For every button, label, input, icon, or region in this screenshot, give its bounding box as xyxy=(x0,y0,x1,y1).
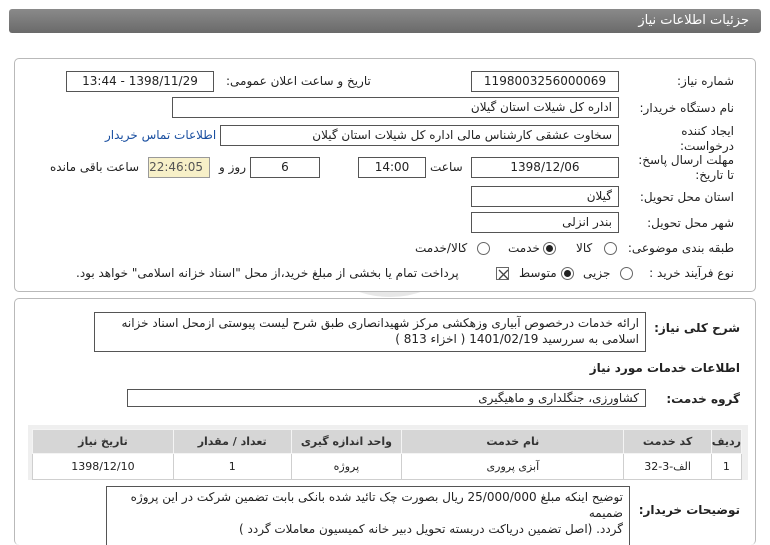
category-label: طبقه بندی موضوعی: xyxy=(627,241,734,255)
summary-label: شرح کلی نیاز: xyxy=(654,321,740,335)
table-header-row xyxy=(33,430,742,454)
cell-service-name: آبزی پروری xyxy=(402,454,624,480)
process-option-medium: متوسط xyxy=(519,266,557,280)
process-label: نوع فرآیند خرید : xyxy=(649,266,734,280)
services-table xyxy=(32,429,742,480)
summary-box xyxy=(94,312,646,352)
city-field[interactable]: بندر انزلی xyxy=(471,212,619,233)
need-number-field[interactable]: 1198003256000069 xyxy=(471,71,619,92)
category-option-goods-service: کالا/خدمت xyxy=(415,241,468,255)
cell-unit: پروژه xyxy=(291,454,402,480)
category-option-goods: کالا xyxy=(576,241,593,255)
services-heading: اطلاعات خدمات مورد نیاز xyxy=(589,361,740,375)
announce-label: تاریخ و ساعت اعلان عمومی: xyxy=(226,74,371,88)
treasury-checkbox[interactable] xyxy=(496,267,509,280)
cell-row-no: 1 xyxy=(711,454,741,480)
province-label: استان محل تحویل: xyxy=(639,190,734,204)
payment-note: پرداخت تمام یا بخشی از مبلغ خرید،از محل "اسناد خزانه اسلامی" خواهد بود. xyxy=(76,266,459,280)
col-header-service-code: کد خدمت xyxy=(624,430,711,454)
col-header-quantity: تعداد / مقدار xyxy=(173,430,291,454)
cell-quantity: 1 xyxy=(173,454,291,480)
creator-label: ایجاد کننده درخواست: xyxy=(680,124,734,153)
cell-need-date: 1398/12/10 xyxy=(33,454,174,480)
province-field[interactable]: گیلان xyxy=(471,186,619,207)
announce-datetime-field[interactable]: 1398/11/29 - 13:44 xyxy=(66,71,214,92)
buyer-label: نام دستگاه خریدار: xyxy=(639,101,734,115)
header-bar xyxy=(0,0,770,40)
days-remaining-field[interactable]: 6 xyxy=(250,157,320,178)
page-title: جزئیات اطلاعات نیاز xyxy=(9,9,761,33)
buyer-contact-link[interactable]: اطلاعات تماس خریدار xyxy=(105,128,217,142)
deadline-time-field[interactable]: 14:00 xyxy=(358,157,426,178)
service-group-label: گروه خدمت: xyxy=(666,392,740,406)
summary-line-1: ارائه خدمات درخصوص آبیاری وزهکشی مرکز شهیدانصاری طبق شرح لیست پیوستی ازمحل اسناد خزانه xyxy=(121,316,639,330)
buyer-field[interactable]: اداره کل شیلات استان گیلان xyxy=(172,97,619,118)
deadline-time-label: ساعت xyxy=(430,160,463,174)
need-number-label: شماره نیاز: xyxy=(677,74,734,88)
col-header-need-date: تاریخ نیاز xyxy=(33,430,174,454)
category-radio-goods[interactable] xyxy=(604,242,617,255)
city-label: شهر محل تحویل: xyxy=(647,216,734,230)
remaining-label: ساعت باقی مانده xyxy=(50,160,140,174)
col-header-service-name: نام خدمت xyxy=(402,430,624,454)
buyer-notes-line-1: توضیح اینکه مبلغ 25/000/000 ریال بصورت چک تائید شده بانکی بابت تضمین شرکت در این پروژه ضمیمه xyxy=(130,490,623,520)
buyer-notes-label: توضیحات خریدار: xyxy=(638,503,740,517)
category-radio-goods-service[interactable] xyxy=(477,242,490,255)
creator-field[interactable]: سخاوت عشقی کارشناس مالی اداره کل شیلات استان گیلان xyxy=(220,125,619,146)
process-option-minor: جزیی xyxy=(583,266,611,280)
col-header-unit: واحد اندازه گیری xyxy=(291,430,402,454)
cross-icon xyxy=(497,268,510,281)
process-radio-minor[interactable] xyxy=(620,267,633,280)
col-header-row-no: ردیف xyxy=(711,430,741,454)
service-group-field[interactable]: کشاورزی، جنگلداری و ماهیگیری xyxy=(127,389,646,407)
deadline-date-field[interactable]: 1398/12/06 xyxy=(471,157,619,178)
summary-line-2: اسلامی به سررسید 1401/02/19 ( اخزاء 813 ) xyxy=(395,332,639,346)
category-option-service: خدمت xyxy=(508,241,540,255)
cell-service-code: الف-3-32 xyxy=(624,454,711,480)
table-row[interactable] xyxy=(33,454,742,480)
remaining-timer: 22:46:05 xyxy=(148,157,210,178)
buyer-notes-line-2: گردد. (اصل تضمین دریاکت دربسته تحویل دبیر خانه کمیسیون معاملات گردد ) xyxy=(239,522,623,536)
deadline-label: مهلت ارسال پاسخ: تا تاریخ: xyxy=(638,153,734,182)
category-radio-service[interactable] xyxy=(543,242,556,255)
buyer-notes-box xyxy=(106,486,630,545)
process-radio-medium[interactable] xyxy=(561,267,574,280)
days-label: روز و xyxy=(219,160,246,174)
